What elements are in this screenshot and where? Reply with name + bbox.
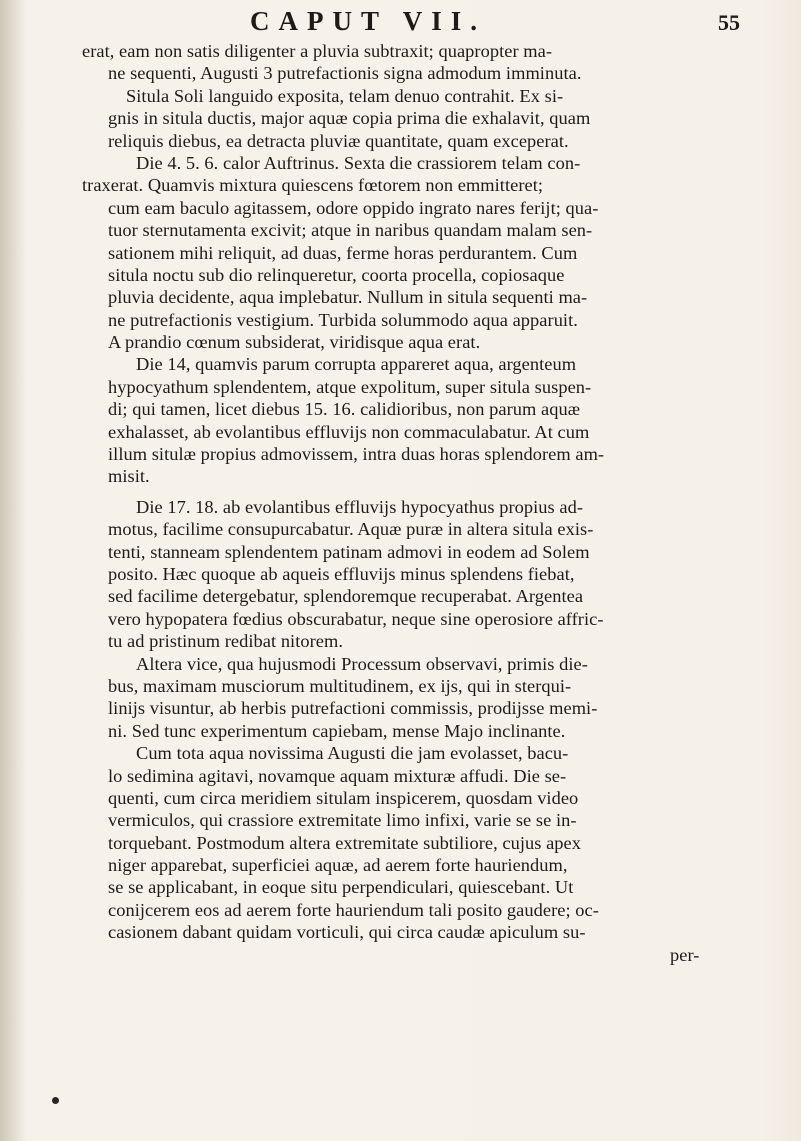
text-line: vero hypopatera fœdius obscurabatur, neque sine operosiore affric- [108, 608, 604, 629]
text-line: tenti, stanneam splendentem patinam admovi in eodem ad Solem [108, 541, 590, 562]
text-line: linijs visuntur, ab herbis putrefactioni commissis, prodijsse memi- [108, 698, 598, 719]
text-line: Die 17. 18. ab evolantibus effluvijs hypocyathus propius ad- [136, 496, 584, 517]
text-line: vermiculos, qui crassiore extremitate limo infixi, varie se se in- [108, 810, 577, 831]
text-line: situla noctu sub dio relinqueretur, coorta procella, copiosaque [108, 264, 565, 285]
text-line: pluvia decidente, aqua implebatur. Nullum in situla sequenti ma- [108, 287, 588, 308]
text-line: se se applicabant, in eoque situ perpendiculari, quiescebant. Ut [108, 877, 574, 898]
text-line: Situla Soli languido exposita, telam denuo contrahit. Ex si- [126, 85, 564, 106]
text-line: Die 4. 5. 6. calor Auftrinus. Sexta die crassiorem telam con- [136, 152, 581, 173]
text-line: ne sequenti, Augusti 3 putrefactionis signa admodum imminuta. [108, 63, 582, 84]
text-line: bus, maximam musciorum multitudinem, ex ijs, qui in sterqui- [108, 675, 572, 696]
ink-dot [52, 1097, 59, 1104]
text-line: lo sedimina agitavi, novamque aquam mixturæ affudi. Die se- [108, 765, 567, 786]
text-line: posito. Hæc quoque ab aqueis effluvijs minus splendens fiebat, [108, 563, 575, 584]
text-line: motus, facilime consupurcabatur. Aquæ puræ in altera situla exis- [108, 519, 594, 540]
text-line: casionem dabant quidam vorticuli, qui circa caudæ apiculum su- [108, 922, 586, 943]
text-line: Die 14, quamvis parum corrupta appareret aqua, argenteum [136, 354, 577, 375]
catchword: per- [670, 944, 700, 965]
paragraph-gap [60, 488, 778, 496]
body-text [60, 40, 778, 966]
text-line: hypocyathum splendentem, atque expolitum, super situla suspen- [108, 376, 592, 397]
text-line: sed facilime detergebatur, splendoremque recuperabat. Argentea [108, 586, 584, 607]
text-line: traxerat. Quamvis mixtura quiescens fœtorem non emmitteret; [82, 175, 544, 196]
page-header [0, 6, 801, 40]
text-line: A prandio cœnum subsiderat, viridisque aqua erat. [108, 332, 481, 353]
text-line: illum situlæ propius admovissem, intra duas horas splendorem am- [108, 444, 605, 465]
text-line: niger apparebat, superficiei aquæ, ad aerem forte hauriendum, [108, 855, 568, 876]
page-number: 55 [718, 10, 740, 35]
gutter-shadow [0, 0, 26, 1141]
text-line: erat, eam non satis diligenter a pluvia subtraxit; quapropter ma- [82, 41, 553, 61]
text-line: reliquis diebus, ea detracta pluviæ quantitate, quam exceperat. [108, 130, 569, 151]
running-head: CAPUT VII. [250, 6, 487, 36]
text-line: Cum tota aqua novissima Augusti die jam evolasset, bacu- [136, 743, 569, 764]
text-line: conijcerem eos ad aerem forte hauriendum tali posito gaudere; oc- [108, 899, 599, 920]
text-line: di; qui tamen, licet diebus 15. 16. calidioribus, non parum aquæ [108, 399, 581, 420]
text-line: cum eam baculo agitassem, odore oppido ingrato nares ferijt; qua- [108, 197, 599, 218]
text-line: ni. Sed tunc experimentum capiebam, mense Majo inclinante. [108, 720, 566, 741]
text-line: quenti, cum circa meridiem situlam inspicerem, quosdam video [108, 787, 579, 808]
text-line: misit. [108, 466, 150, 487]
text-line: ne putrefactionis vestigium. Turbida solummodo aqua apparuit. [108, 309, 578, 330]
text-line: gnis in situla ductis, major aquæ copia prima die exhalavit, quam [108, 108, 591, 129]
text-line: torquebant. Postmodum altera extremitate subtiliore, cujus apex [108, 832, 582, 853]
text-line: sationem mihi reliquit, ad duas, ferme horas perdurantem. Cum [108, 242, 578, 263]
text-line: exhalasset, ab evolantibus effluvijs non commaculabatur. At cum [108, 421, 590, 442]
text-line: Altera vice, qua hujusmodi Processum observavi, primis die- [136, 653, 588, 674]
text-line: tuor sternutamenta excivit; atque in naribus quandam malam sen- [108, 220, 593, 241]
text-line: tu ad pristinum redibat nitorem. [108, 631, 344, 652]
